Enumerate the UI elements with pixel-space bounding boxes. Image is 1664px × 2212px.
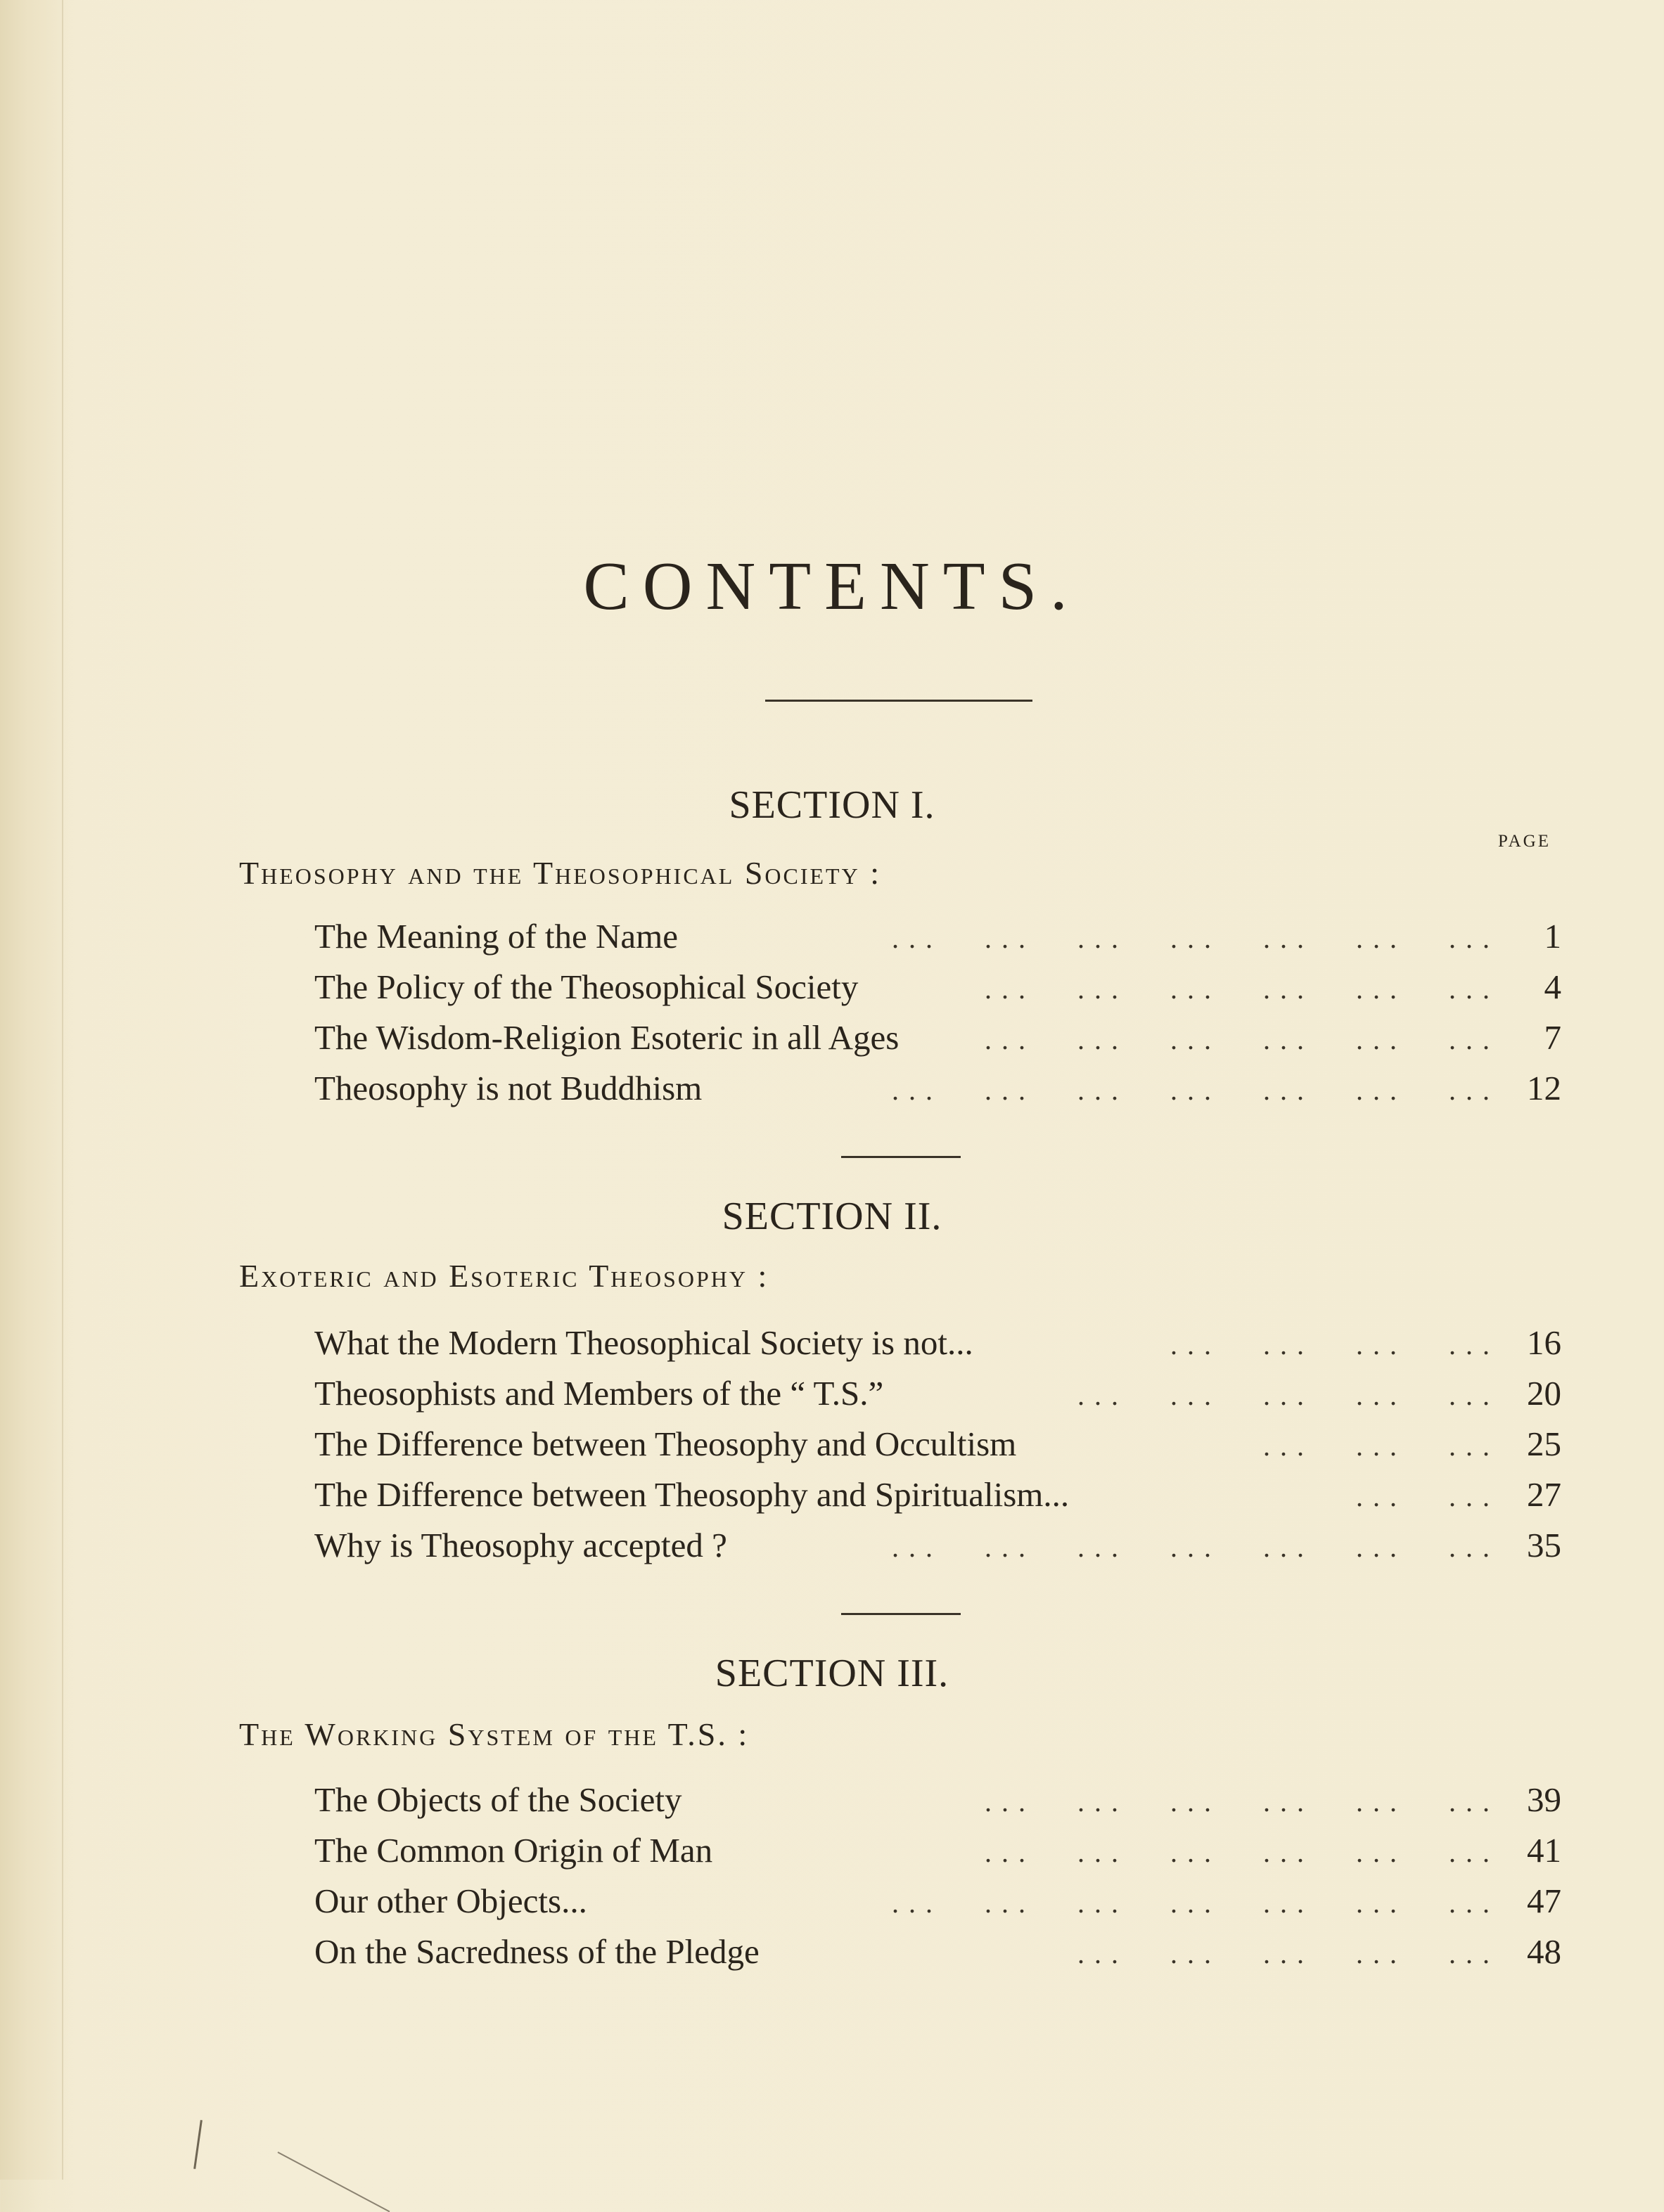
dot-leader: . . . . . . . . . . . . . . . . . . (985, 1024, 1491, 1055)
toc-entry[interactable] (314, 1470, 1561, 1520)
section-3-subject: The Working System of the T.S. : (239, 1716, 750, 1752)
toc-entry-page: 12 (1527, 1069, 1561, 1107)
section-3-entries (314, 1775, 1561, 1977)
toc-entry[interactable] (314, 1927, 1561, 1977)
toc-entry-title: What the Modern Theosophical Society is not... (314, 1323, 973, 1362)
toc-entry-title: Our other Objects... (314, 1882, 587, 1920)
toc-entry-page: 48 (1527, 1932, 1561, 1971)
dot-leader: . . . . . . . . . . . . . . . . . . . . . (892, 1074, 1491, 1106)
title-rule (765, 700, 1032, 702)
section-divider (841, 1156, 961, 1158)
toc-entry[interactable] (314, 1063, 1561, 1114)
dot-leader: . . . . . . . . . . . . . . . (1077, 1938, 1491, 1969)
dot-leader: . . . . . . . . . (1263, 1430, 1491, 1462)
dot-leader: . . . . . . . . . . . . . . . . . . (985, 1837, 1491, 1868)
toc-entry[interactable] (314, 1368, 1561, 1419)
toc-entry-page: 1 (1544, 917, 1561, 956)
toc-entry-title: The Meaning of the Name (314, 917, 679, 956)
toc-entry-title: The Objects of the Society (314, 1780, 682, 1819)
toc-entry-title: The Difference between Theosophy and Spiritualism... (314, 1475, 1070, 1514)
pencil-mark (193, 2120, 203, 2169)
section-1-subject: Theosophy and the Theosophical Society : (239, 855, 881, 891)
toc-entry-title: Theosophists and Members of the “ T.S.” (314, 1374, 884, 1413)
section-2-heading: SECTION II. (722, 1195, 942, 1238)
toc-entry-page: 7 (1544, 1018, 1561, 1057)
toc-entry-title: The Common Origin of Man (314, 1831, 713, 1870)
toc-entry[interactable] (314, 1318, 1561, 1368)
toc-entry[interactable] (314, 1520, 1561, 1571)
pencil-stroke (278, 2152, 390, 2212)
toc-entry-page: 47 (1527, 1882, 1561, 1920)
dot-leader: . . . . . . . . . . . . (1170, 1329, 1491, 1361)
toc-entry-page: 35 (1527, 1526, 1561, 1564)
toc-entry[interactable] (314, 1775, 1561, 1825)
dot-leader: . . . . . . (1356, 1481, 1491, 1512)
toc-entry-title: The Difference between Theosophy and Occultism (314, 1425, 1017, 1463)
page-column-label: PAGE (1498, 832, 1551, 851)
toc-entry-title: On the Sacredness of the Pledge (314, 1932, 760, 1971)
toc-entry-title: The Wisdom-Religion Esoteric in all Ages (314, 1018, 900, 1057)
section-1-entries (314, 911, 1561, 1114)
toc-entry-title: The Policy of the Theosophical Society (314, 967, 859, 1006)
toc-entry[interactable] (314, 911, 1561, 962)
section-2-entries (314, 1318, 1561, 1571)
page-spine-shadow (0, 0, 70, 2180)
toc-entry-page: 41 (1527, 1831, 1561, 1870)
spine-crease (62, 0, 63, 2180)
toc-entry[interactable] (314, 1876, 1561, 1927)
toc-entry[interactable] (314, 1419, 1561, 1470)
toc-entry-page: 27 (1527, 1475, 1561, 1514)
toc-entry[interactable] (314, 1825, 1561, 1876)
toc-entry-title: Why is Theosophy accepted ? (314, 1526, 727, 1564)
toc-entry[interactable] (314, 1012, 1561, 1063)
toc-entry-page: 16 (1527, 1323, 1561, 1362)
dot-leader: . . . . . . . . . . . . . . . . . . (985, 1786, 1491, 1818)
section-divider (841, 1613, 961, 1615)
dot-leader: . . . . . . . . . . . . . . . . . . . . . (892, 1531, 1491, 1563)
page-title: CONTENTS. (583, 548, 1081, 624)
toc-entry-page: 39 (1527, 1780, 1561, 1819)
toc-entry-page: 25 (1527, 1425, 1561, 1463)
section-2-subject: Exoteric and Esoteric Theosophy : (239, 1258, 769, 1294)
dot-leader: . . . . . . . . . . . . . . . (1077, 1380, 1491, 1411)
dot-leader: . . . . . . . . . . . . . . . . . . . . . (892, 922, 1491, 954)
toc-entry-page: 20 (1527, 1374, 1561, 1413)
toc-entry[interactable] (314, 962, 1561, 1012)
section-3-heading: SECTION III. (715, 1652, 949, 1695)
section-1-heading: SECTION I. (729, 783, 935, 827)
dot-leader: . . . . . . . . . . . . . . . . . . (985, 973, 1491, 1005)
toc-entry-page: 4 (1544, 967, 1561, 1006)
dot-leader: . . . . . . . . . . . . . . . . . . . . . (892, 1887, 1491, 1919)
toc-entry-title: Theosophy is not Buddhism (314, 1069, 703, 1107)
